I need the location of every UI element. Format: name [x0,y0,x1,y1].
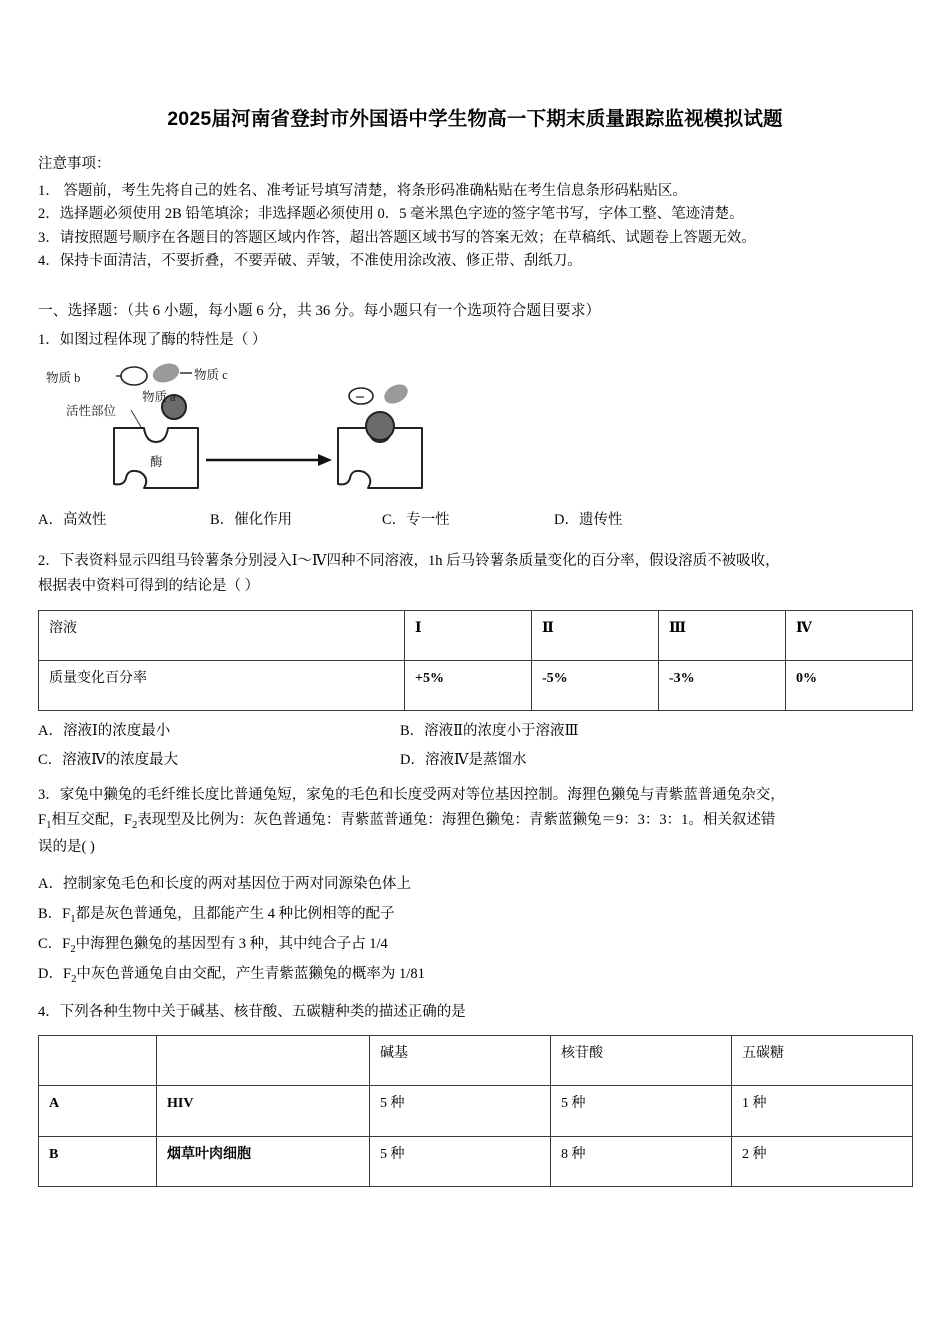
q3-opt-c-sub: 2 [70,942,76,955]
q3-f1-sub: 1 [46,819,52,832]
q3-f2-sub: 2 [132,819,138,832]
q4-row-b-pentose: 2 种 [732,1136,913,1186]
question-3-option-a[interactable] [38,870,912,900]
table-row [39,660,913,710]
q3-opt-c-prefix: C． [38,936,63,952]
question-1-stem: 1．如图过程体现了酶的特性是（ ） [38,332,267,349]
q2-header-iii: Ⅲ [659,610,786,660]
question-2-option-c[interactable]: C．溶液Ⅳ的浓度最大 [38,751,179,768]
question-1-option-c[interactable]: C．专一性 [382,511,450,528]
q2-header-solution: 溶液 [39,610,405,660]
substance-c-shape-right [382,381,411,406]
q3-opt-c-base: F [62,936,71,952]
question-3-option-c[interactable] [38,930,912,960]
q4-row-b-organism: 烟草叶肉细胞 [157,1136,370,1186]
q3-post-text: 表现型及比例为：灰色普通兔：青紫蓝普通兔：海狸色獭兔：青紫蓝獭兔＝9：3：3：1。相关叙述错 [137,812,776,829]
q2-header-iv: Ⅳ [786,610,913,660]
question-2-stem-line-2: 根据表中资料可得到的结论是（ ） [38,578,260,595]
question-1-option-b[interactable]: B．催化作用 [210,511,293,528]
table-row [39,1036,913,1086]
q2-value-iii: -3% [659,660,786,710]
q4-header-blank-2 [157,1036,370,1086]
question-2-options-row-2 [38,746,912,775]
q3-mid-text: 相互交配，F [51,812,133,829]
q3-opt-b-text: 都是灰色普通兔，且都能产生 4 种比例相等的配子 [75,906,395,923]
table-row [39,610,913,660]
enzyme-diagram-svg [46,360,466,500]
page-title: 2025届河南省登封市外国语中学生物高一下期末质量跟踪监视模拟试题 [167,108,783,130]
notice-item-3: 3．请按照题号顺序在各题目的答题区域内作答，超出答题区域书写的答案无效；在草稿纸、试题卷上答题无效。 [38,229,756,246]
q3-opt-a-prefix: A． [38,876,63,893]
figure-label-active-site: 活性部位 [66,403,117,418]
substance-b-shape-right [349,388,373,404]
q4-row-b-letter: B [39,1136,157,1186]
q3-opt-b-base: F [62,906,71,923]
reaction-arrow [318,454,332,466]
question-2-option-a[interactable]: A．溶液Ⅰ的浓度最小 [38,722,171,739]
q4-row-a-nucleotide: 5 种 [551,1086,732,1136]
q3-opt-a-text: 控制家兔毛色和长度的两对基因位于两对同源染色体上 [62,876,411,893]
notice-heading: 注意事项： [38,156,111,173]
q4-row-a-base: 5 种 [370,1086,551,1136]
figure-label-substance-a: 物质 a [142,389,176,404]
notice-item-4: 4．保持卡面清洁，不要折叠，不要弄破、弄皱，不准使用涂改液、修正带、刮纸刀。 [38,253,582,270]
q2-header-i: Ⅰ [405,610,532,660]
q3-opt-d-sub: 2 [71,972,77,985]
table-row [39,1086,913,1136]
q3-opt-d-base: F [62,965,72,982]
question-3-stem-line-2 [38,808,912,835]
notice-item-2: 2．选择题必须使用 2B 铅笔填涂；非选择题必须使用 0．5 毫米黑色字迹的签字笔书写，字体工整、笔迹清楚。 [38,206,744,223]
question-2-options-row-1 [38,717,912,746]
section-one-heading: 一、选择题：（共 6 小题，每小题 6 分，共 36 分。每小题只有一个选项符合题目要求） [38,302,601,319]
question-3-option-b[interactable] [38,900,912,930]
substance-b-shape [121,367,147,385]
table-row [39,1136,913,1186]
question-2-stem-line-1: 2．下表资料显示四组马铃薯条分别浸入Ⅰ～Ⅳ四种不同溶液，1h 后马铃薯条质量变化的百分率，假设溶质不被吸收， [38,552,780,569]
question-3-stem-line-3: 误的是( ) [38,839,95,856]
q4-row-a-organism: HIV [157,1086,370,1136]
q2-row-label-mass-change: 质量变化百分率 [39,660,405,710]
question-3-stem-line-1: 3．家兔中獭兔的毛纤维长度比普通兔短，家兔的毛色和长度受两对等位基因控制。海狸色獭兔与青紫蓝普通兔杂交， [38,786,785,803]
q4-row-b-nucleotide: 8 种 [551,1136,732,1186]
q4-row-a-pentose: 1 种 [732,1086,913,1136]
question-1-option-a[interactable]: A．高效性 [38,511,107,528]
question-2-option-d[interactable]: D．溶液Ⅳ是蒸馏水 [400,751,527,768]
question-2-table [38,610,913,711]
enzyme-specificity-figure [46,360,466,500]
question-4-stem: 4．下列各种生物中关于碱基、核苷酸、五碳糖种类的描述正确的是 [38,1003,466,1020]
q2-value-ii: -5% [532,660,659,710]
q3-opt-b-sub: 1 [70,913,76,925]
q3-f1-base: F [38,812,47,829]
notice-item-1: 1． 答题前，考生先将自己的姓名、准考证号填写清楚，将条形码准确粘贴在考生信息条形码粘贴区。 [38,182,687,199]
question-1-option-d[interactable]: D．遗传性 [554,511,623,528]
q4-row-b-base: 5 种 [370,1136,551,1186]
q3-opt-c-text: 中海狸色獭兔的基因型有 3 种，其中纯合子占 1/4 [75,936,388,952]
figure-label-substance-b: 物质 b [46,370,81,385]
substance-c-shape [151,361,181,385]
q2-header-ii: Ⅱ [532,610,659,660]
q2-value-i: +5% [405,660,532,710]
q4-row-a-letter: A [39,1086,157,1136]
q4-header-nucleotide: 核苷酸 [551,1036,732,1086]
figure-label-enzyme: 酶 [150,454,163,469]
question-1-options [38,506,912,535]
q4-header-pentose: 五碳糖 [732,1036,913,1086]
q4-header-base: 碱基 [370,1036,551,1086]
q3-opt-b-prefix: B． [38,906,63,923]
q3-opt-d-text: 中灰色普通兔自由交配，产生青紫蓝獭兔的概率为 1/81 [76,965,425,982]
question-2-option-b[interactable]: B．溶液Ⅱ的浓度小于溶液Ⅲ [400,722,579,739]
q3-opt-d-prefix: D． [38,965,63,982]
question-4-table [38,1035,913,1187]
figure-label-substance-c: 物质 c [194,367,228,382]
question-3-option-d[interactable] [38,960,912,990]
substance-a-bound-shape [366,412,394,440]
q4-header-blank-1 [39,1036,157,1086]
q2-value-iv: 0% [786,660,913,710]
